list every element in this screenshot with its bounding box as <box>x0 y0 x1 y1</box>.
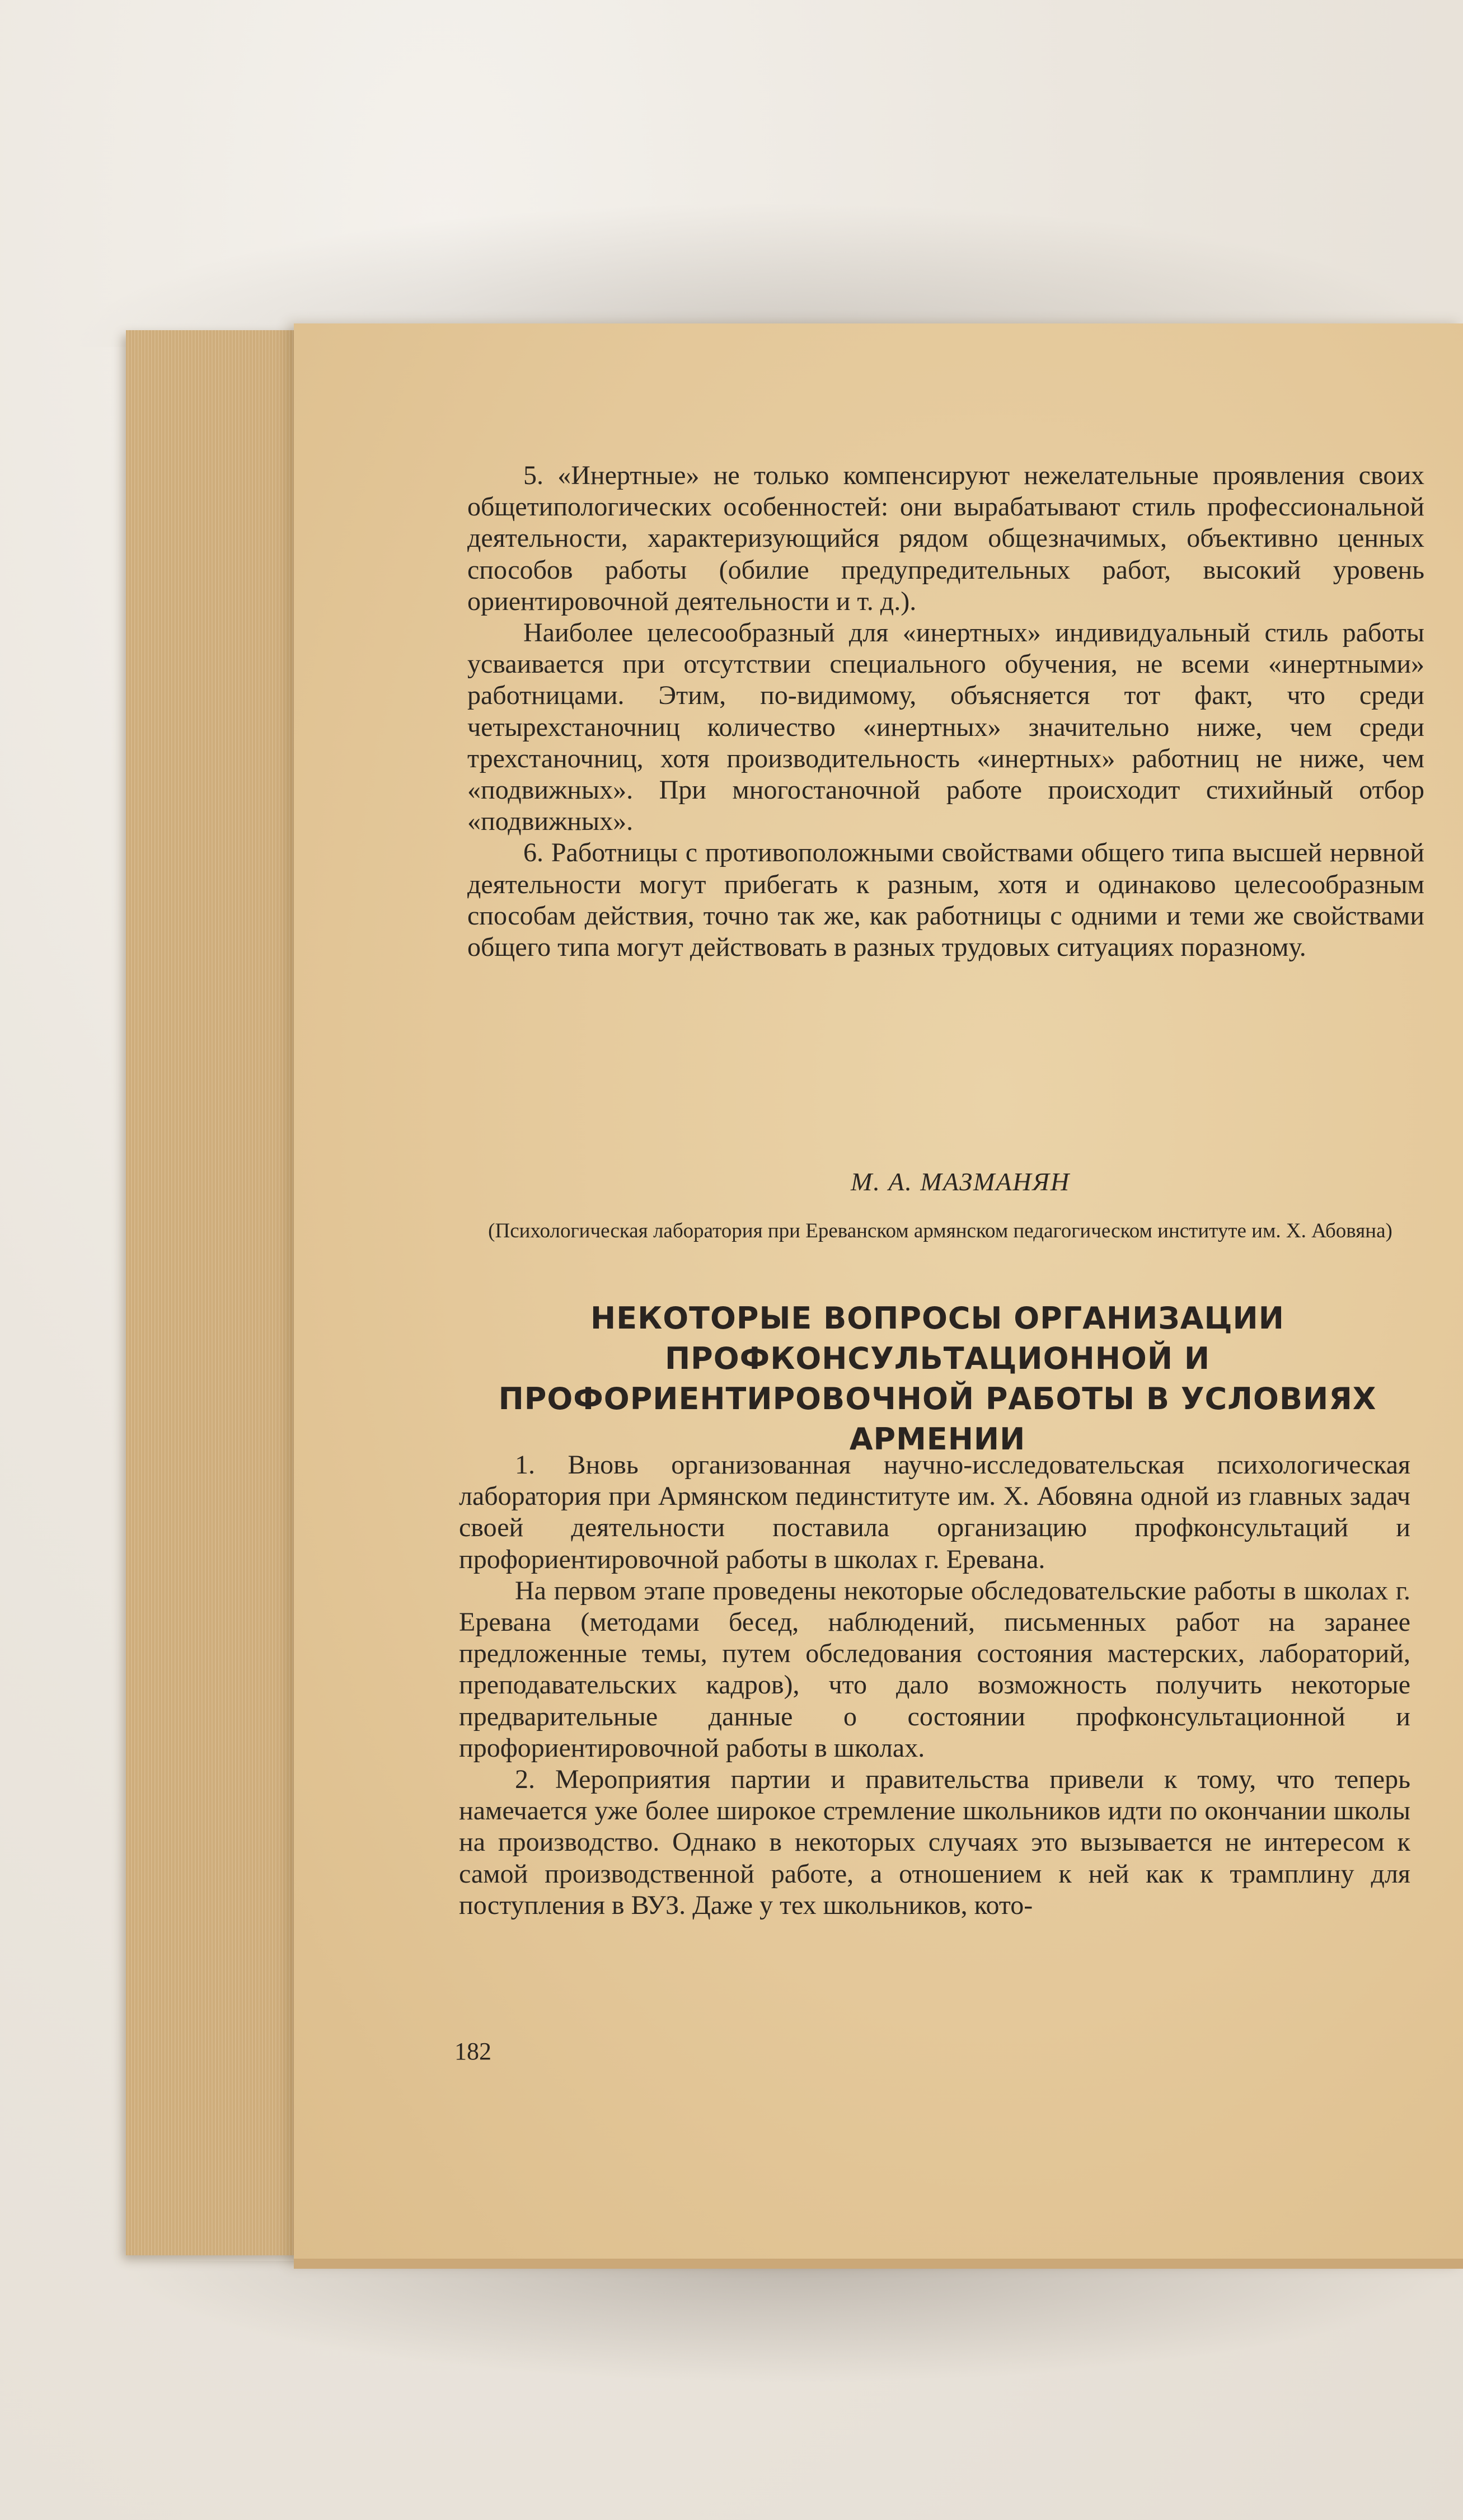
article-author: М. А. МАЗМАНЯН <box>851 1167 1071 1196</box>
paragraph-5: 5. «Инертные» не только компенсируют нежелательные проявления своих общетипологических особенностей: они вырабатывают стиль профессиональной деятельности, характеризующийся рядом общезначимых, объективно ценных способов работы (обилие предупредительных работ, высокий уровень ориентировочной деятельности и т. д.). <box>467 461 1424 616</box>
previous-article-text <box>467 460 1424 963</box>
article-title: НЕКОТОРЫЕ ВОПРОСЫ ОРГАНИЗАЦИИ ПРОФКОНСУЛЬТАЦИОННОЙ И ПРОФОРИЕНТИРОВОЧНОЙ РАБОТЫ В УСЛОВИЯХ АРМЕНИИ <box>498 1301 1377 1457</box>
book-shadow-bottom <box>112 2261 1463 2384</box>
article-affiliation: (Психологическая лаборатория при Ереванском армянском педагогическом институте им. Х. Абовяна) <box>488 1219 1392 1242</box>
article-paragraph-1: 1. Вновь организованная научно-исследовательская психологическая лаборатория при Армянском пединституте им. Х. Абовяна одной из главных задач своей деятельности поставила организацию профконсультаций и профориентировочной работы в школах г. Еревана. <box>459 1450 1410 1574</box>
article-text <box>459 1449 1410 1921</box>
article-paragraph-2: На первом этапе проведены некоторые обследовательские работы в школах г. Еревана (методами бесед, наблюдений, письменных работ на заранее предложенные темы, путем обследования состояния мастерских, лабораторий, преподавательских кадров), что дало возможность получить некоторые предварительные данные о состоянии профконсультационной и профориентировочной работы в школах. <box>459 1575 1410 1763</box>
page-stack-edge <box>126 330 294 2255</box>
article-paragraph-3: 2. Мероприятия партии и правительства привели к тому, что теперь намечается уже более широкое стремление школьников идти по окончании школы на производство. Однако в некоторых случаях это вызывается не интересом к самой производственной работе, а отношением к ней как к трамплину для поступления в ВУЗ. Даже у тех школьников, кото- <box>459 1765 1410 1920</box>
page-bottom-edge <box>294 2259 1463 2269</box>
paragraph-6: 6. Работницы с противоположными свойствами общего типа высшей нервной деятельности могут прибегать к разным, хотя и одинаково целесообразным способам действия, точно так же, как работницы с одними и теми же свойствами общего типа могут действовать в разных трудовых ситуациях поразному. <box>467 838 1424 963</box>
page-number: 182 <box>454 2038 491 2065</box>
paragraph-inert-style: Наиболее целесообразный для «инертных» индивидуальный стиль работы усваивается при отсутствии специального обучения, не всеми «инертными» работницами. Этим, по-видимому, объясняется тот факт, что среди четырехстаночниц количество «инертных» значительно ниже, чем среди трехстаночниц, хотя производительность «инертных» работниц не ниже, чем «подвижных». При многостаночной работе происходит стихийный отбор «подвижных». <box>467 618 1424 837</box>
